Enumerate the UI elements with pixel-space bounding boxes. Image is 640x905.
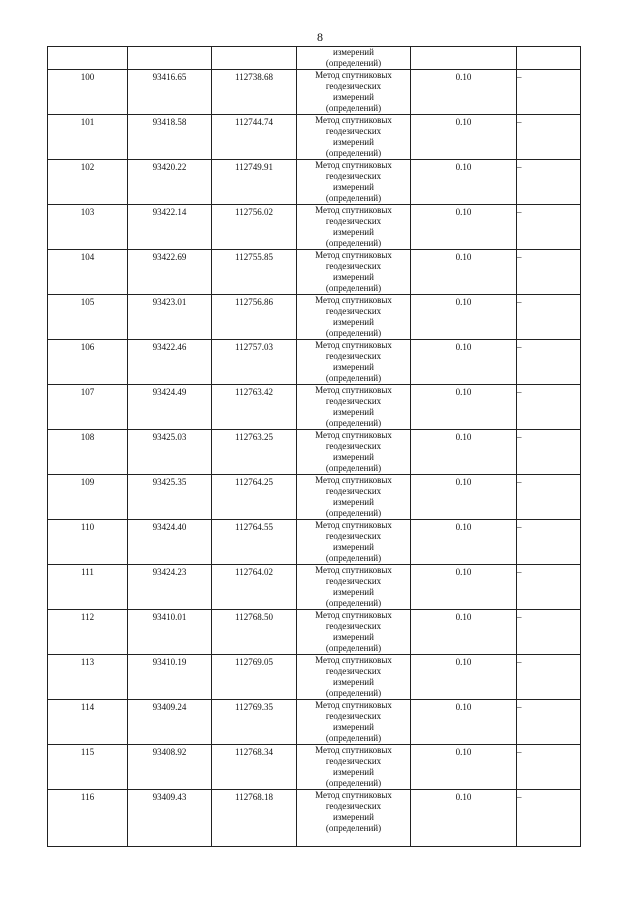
method-line: измерений — [333, 812, 374, 822]
method-line: геодезических — [325, 576, 382, 586]
cell-num-text: 100 — [80, 72, 95, 82]
method-line: измерений — [333, 722, 374, 732]
method-line: геодезических — [325, 351, 382, 361]
cell-accuracy — [411, 475, 517, 520]
cell-num-text: 104 — [80, 252, 95, 262]
cell-accuracy-text: 0.10 — [455, 657, 472, 667]
cell-num — [48, 47, 128, 70]
cell-accuracy-text: 0.10 — [455, 612, 472, 622]
cell-x-text: 93410.19 — [152, 657, 187, 667]
cell-note-text: – — [517, 612, 522, 622]
method-line: Метод спутниковых — [315, 700, 392, 710]
cell-method — [297, 655, 411, 700]
cell-y — [212, 430, 297, 475]
cell-note-text: – — [517, 117, 522, 127]
cell-note — [517, 160, 581, 205]
method-line: (определений) — [325, 823, 382, 833]
method-line: геодезических — [325, 801, 382, 811]
cell-note — [517, 430, 581, 475]
cell-x-text: 93424.23 — [152, 567, 187, 577]
table-row — [48, 610, 581, 655]
cell-y-text: 112764.25 — [235, 477, 273, 487]
table-row — [48, 565, 581, 610]
method-line: (определений) — [325, 373, 382, 383]
cell-accuracy — [411, 790, 517, 847]
cell-accuracy-text: 0.10 — [455, 567, 472, 577]
method-line: Метод спутниковых — [315, 295, 392, 305]
cell-num — [48, 610, 128, 655]
method-line: Метод спутниковых — [315, 610, 392, 620]
cell-x-text: 93409.43 — [152, 792, 187, 802]
cell-y — [212, 610, 297, 655]
cell-accuracy-text: 0.10 — [455, 72, 472, 82]
cell-y — [212, 790, 297, 847]
table-row — [48, 385, 581, 430]
method-line: Метод спутниковых — [315, 475, 392, 485]
cell-num — [48, 475, 128, 520]
cell-method — [297, 520, 411, 565]
method-line: измерений — [333, 677, 374, 687]
cell-note — [517, 475, 581, 520]
cell-y — [212, 745, 297, 790]
cell-y-text: 112757.03 — [235, 342, 273, 352]
cell-accuracy — [411, 250, 517, 295]
cell-y — [212, 47, 297, 70]
cell-num-text: 116 — [80, 792, 95, 802]
cell-accuracy — [411, 655, 517, 700]
cell-accuracy-text: 0.10 — [455, 387, 472, 397]
cell-accuracy — [411, 115, 517, 160]
cell-y-text: 112756.02 — [235, 207, 273, 217]
cell-note — [517, 340, 581, 385]
cell-method — [297, 565, 411, 610]
cell-method — [297, 70, 411, 115]
cell-note-text: – — [517, 207, 522, 217]
cell-x-text: 93410.01 — [152, 612, 187, 622]
cell-y — [212, 520, 297, 565]
cell-y-text: 112749.91 — [235, 162, 273, 172]
method-line: Метод спутниковых — [315, 655, 392, 665]
cell-y-text: 112756.86 — [235, 297, 273, 307]
cell-accuracy — [411, 430, 517, 475]
cell-y-text: 112763.42 — [235, 387, 273, 397]
cell-x — [128, 115, 212, 160]
cell-accuracy — [411, 385, 517, 430]
page-number: 8 — [317, 30, 323, 44]
cell-note — [517, 745, 581, 790]
method-line: измерений — [333, 587, 374, 597]
cell-x — [128, 475, 212, 520]
cell-y-text: 112764.55 — [235, 522, 273, 532]
cell-note — [517, 205, 581, 250]
cell-method — [297, 385, 411, 430]
cell-x-text: 93409.24 — [152, 702, 187, 712]
cell-accuracy — [411, 700, 517, 745]
cell-y-text: 112768.50 — [235, 612, 273, 622]
coordinates-table-body — [48, 47, 581, 847]
cell-note-text: – — [517, 522, 522, 532]
cell-x — [128, 385, 212, 430]
cell-num-text: 103 — [80, 207, 95, 217]
cell-method — [297, 700, 411, 745]
cell-note — [517, 610, 581, 655]
cell-accuracy-text: 0.10 — [455, 117, 472, 127]
cell-y — [212, 205, 297, 250]
method-line: измерений — [333, 92, 374, 102]
table-row — [48, 295, 581, 340]
table-row — [48, 340, 581, 385]
cell-num-text: 108 — [80, 432, 95, 442]
method-line: измерений — [333, 317, 374, 327]
cell-accuracy — [411, 745, 517, 790]
cell-y-text: 112768.34 — [235, 747, 273, 757]
method-line: геодезических — [325, 81, 382, 91]
cell-note — [517, 47, 581, 70]
cell-num — [48, 745, 128, 790]
method-line: измерений — [333, 497, 374, 507]
cell-num — [48, 430, 128, 475]
cell-x — [128, 205, 212, 250]
cell-accuracy — [411, 205, 517, 250]
cell-accuracy — [411, 610, 517, 655]
cell-x — [128, 610, 212, 655]
cell-num-text: 107 — [80, 387, 95, 397]
cell-num-text: 105 — [80, 297, 95, 307]
method-line: геодезических — [325, 531, 382, 541]
cell-x — [128, 160, 212, 205]
cell-y — [212, 160, 297, 205]
cell-num-text: 109 — [80, 477, 95, 487]
method-line: (определений) — [325, 688, 382, 698]
method-line: геодезических — [325, 486, 382, 496]
cell-accuracy-text: 0.10 — [455, 792, 472, 802]
method-line: Метод спутниковых — [315, 565, 392, 575]
cell-note — [517, 565, 581, 610]
cell-num — [48, 340, 128, 385]
cell-accuracy — [411, 565, 517, 610]
cell-x-text: 93424.49 — [152, 387, 187, 397]
cell-num — [48, 385, 128, 430]
cell-note — [517, 790, 581, 847]
method-line: геодезических — [325, 306, 382, 316]
cell-num — [48, 115, 128, 160]
cell-note-text: – — [517, 657, 522, 667]
cell-y — [212, 475, 297, 520]
cell-x-text: 93422.14 — [152, 207, 187, 217]
method-line: (определений) — [325, 58, 382, 68]
table-row — [48, 745, 581, 790]
cell-y-text: 112763.25 — [235, 432, 273, 442]
cell-x-text: 93422.46 — [152, 342, 187, 352]
method-line: геодезических — [325, 711, 382, 721]
cell-y-text: 112764.02 — [235, 567, 273, 577]
cell-y — [212, 115, 297, 160]
cell-y-text: 112755.85 — [235, 252, 273, 262]
cell-x-text: 93425.03 — [152, 432, 187, 442]
cell-y-text: 112769.35 — [235, 702, 273, 712]
table-row — [48, 250, 581, 295]
cell-note-text: – — [517, 297, 522, 307]
cell-x — [128, 655, 212, 700]
cell-x — [128, 520, 212, 565]
table-row — [48, 520, 581, 565]
method-line: Метод спутниковых — [315, 745, 392, 755]
cell-note — [517, 520, 581, 565]
cell-accuracy-text: 0.10 — [455, 342, 472, 352]
method-line: Метод спутниковых — [315, 385, 392, 395]
cell-note-text: – — [517, 162, 522, 172]
cell-method — [297, 160, 411, 205]
method-line: (определений) — [325, 778, 382, 788]
cell-num — [48, 250, 128, 295]
cell-accuracy-text: 0.10 — [455, 747, 472, 757]
cell-y — [212, 385, 297, 430]
cell-accuracy — [411, 340, 517, 385]
cell-x-text: 93420.22 — [152, 162, 187, 172]
method-line: измерений — [333, 632, 374, 642]
cell-num-text: 101 — [80, 117, 95, 127]
cell-accuracy — [411, 520, 517, 565]
cell-num — [48, 700, 128, 745]
cell-x — [128, 295, 212, 340]
method-line: измерений — [333, 47, 374, 57]
cell-x-text: 93425.35 — [152, 477, 187, 487]
cell-method — [297, 430, 411, 475]
table-row — [48, 790, 581, 847]
method-line: измерений — [333, 767, 374, 777]
cell-num-text: 112 — [80, 612, 95, 622]
method-line: геодезических — [325, 666, 382, 676]
cell-accuracy-text: 0.10 — [455, 207, 472, 217]
method-line: геодезических — [325, 441, 382, 451]
method-line: (определений) — [325, 418, 382, 428]
cell-accuracy-text: 0.10 — [455, 297, 472, 307]
method-line: (определений) — [325, 238, 382, 248]
cell-num-text: 110 — [80, 522, 95, 532]
cell-accuracy-text: 0.10 — [455, 432, 472, 442]
cell-num — [48, 205, 128, 250]
cell-x-text: 93424.40 — [152, 522, 187, 532]
method-line: измерений — [333, 137, 374, 147]
table-row — [48, 475, 581, 520]
cell-note-text: – — [517, 477, 522, 487]
method-line: измерений — [333, 362, 374, 372]
cell-num-text: 113 — [80, 657, 95, 667]
cell-accuracy-text: 0.10 — [455, 477, 472, 487]
cell-accuracy — [411, 70, 517, 115]
cell-note-text: – — [517, 72, 522, 82]
table-row — [48, 115, 581, 160]
cell-num-text: 115 — [80, 747, 95, 757]
cell-x — [128, 745, 212, 790]
cell-y-text: 112744.74 — [235, 117, 273, 127]
method-line: (определений) — [325, 148, 382, 158]
coordinates-table — [47, 46, 581, 847]
method-line: измерений — [333, 407, 374, 417]
cell-accuracy — [411, 160, 517, 205]
method-line: (определений) — [325, 283, 382, 293]
method-line: (определений) — [325, 463, 382, 473]
cell-method — [297, 295, 411, 340]
method-line: Метод спутниковых — [315, 160, 392, 170]
method-line: измерений — [333, 227, 374, 237]
cell-method — [297, 475, 411, 520]
cell-num — [48, 160, 128, 205]
cell-note — [517, 115, 581, 160]
cell-method — [297, 250, 411, 295]
cell-accuracy-text: 0.10 — [455, 702, 472, 712]
table-row — [48, 430, 581, 475]
cell-x — [128, 70, 212, 115]
cell-num-text: 106 — [80, 342, 95, 352]
cell-method — [297, 115, 411, 160]
cell-method — [297, 205, 411, 250]
cell-accuracy — [411, 47, 517, 70]
cell-x — [128, 700, 212, 745]
table-row-continuation — [48, 47, 581, 70]
cell-note — [517, 655, 581, 700]
method-line: Метод спутниковых — [315, 250, 392, 260]
method-line: Метод спутниковых — [315, 70, 392, 80]
cell-num — [48, 520, 128, 565]
cell-note-text: – — [517, 702, 522, 712]
cell-accuracy — [411, 295, 517, 340]
cell-y — [212, 250, 297, 295]
cell-note — [517, 295, 581, 340]
cell-accuracy-text: 0.10 — [455, 252, 472, 262]
method-line: геодезических — [325, 171, 382, 181]
cell-x — [128, 790, 212, 847]
method-line: измерений — [333, 542, 374, 552]
method-line: геодезических — [325, 261, 382, 271]
cell-note-text: – — [517, 252, 522, 262]
method-line: геодезических — [325, 621, 382, 631]
table-row — [48, 700, 581, 745]
cell-num — [48, 295, 128, 340]
cell-y — [212, 700, 297, 745]
cell-x-text: 93418.58 — [152, 117, 187, 127]
method-line: Метод спутниковых — [315, 790, 392, 800]
table-row — [48, 205, 581, 250]
method-line: измерений — [333, 272, 374, 282]
cell-y — [212, 70, 297, 115]
table-row — [48, 655, 581, 700]
cell-x — [128, 430, 212, 475]
method-line: (определений) — [325, 328, 382, 338]
cell-y — [212, 655, 297, 700]
table-row — [48, 160, 581, 205]
cell-num — [48, 790, 128, 847]
cell-note-text: – — [517, 432, 522, 442]
method-line: (определений) — [325, 103, 382, 113]
cell-y — [212, 340, 297, 385]
cell-y-text: 112769.05 — [235, 657, 273, 667]
cell-num-text: 111 — [81, 567, 94, 577]
method-line: геодезических — [325, 126, 382, 136]
method-line: измерений — [333, 452, 374, 462]
cell-note-text: – — [517, 342, 522, 352]
method-line: геодезических — [325, 756, 382, 766]
method-line: (определений) — [325, 733, 382, 743]
cell-x — [128, 250, 212, 295]
method-line: геодезических — [325, 216, 382, 226]
method-line: (определений) — [325, 553, 382, 563]
cell-note-text: – — [517, 387, 522, 397]
cell-note-text: – — [517, 792, 522, 802]
cell-accuracy-text: 0.10 — [455, 162, 472, 172]
cell-method — [297, 610, 411, 655]
cell-x — [128, 340, 212, 385]
cell-num-text: 114 — [80, 702, 95, 712]
cell-method — [297, 47, 411, 70]
method-line: (определений) — [325, 508, 382, 518]
cell-num — [48, 655, 128, 700]
method-line: Метод спутниковых — [315, 430, 392, 440]
cell-num — [48, 565, 128, 610]
cell-x — [128, 47, 212, 70]
cell-num — [48, 70, 128, 115]
method-line: Метод спутниковых — [315, 115, 392, 125]
method-line: геодезических — [325, 396, 382, 406]
cell-note — [517, 250, 581, 295]
method-line: Метод спутниковых — [315, 205, 392, 215]
method-line: Метод спутниковых — [315, 520, 392, 530]
method-line: (определений) — [325, 643, 382, 653]
method-line: (определений) — [325, 193, 382, 203]
cell-method — [297, 340, 411, 385]
cell-accuracy-text: 0.10 — [455, 522, 472, 532]
method-line: Метод спутниковых — [315, 340, 392, 350]
cell-note-text: – — [517, 567, 522, 577]
cell-x-text: 93423.01 — [152, 297, 187, 307]
table-row — [48, 70, 581, 115]
cell-y-text: 112738.68 — [235, 72, 273, 82]
cell-y — [212, 295, 297, 340]
method-line: измерений — [333, 182, 374, 192]
cell-note — [517, 700, 581, 745]
cell-y-text: 112768.18 — [235, 792, 273, 802]
cell-x — [128, 565, 212, 610]
cell-x-text: 93422.69 — [152, 252, 187, 262]
cell-x-text: 93416.65 — [152, 72, 187, 82]
cell-num-text: 102 — [80, 162, 95, 172]
cell-method — [297, 790, 411, 847]
cell-y — [212, 565, 297, 610]
method-line: (определений) — [325, 598, 382, 608]
cell-x-text: 93408.92 — [152, 747, 187, 757]
cell-note-text: – — [517, 747, 522, 757]
cell-note — [517, 385, 581, 430]
cell-method — [297, 745, 411, 790]
cell-note — [517, 70, 581, 115]
